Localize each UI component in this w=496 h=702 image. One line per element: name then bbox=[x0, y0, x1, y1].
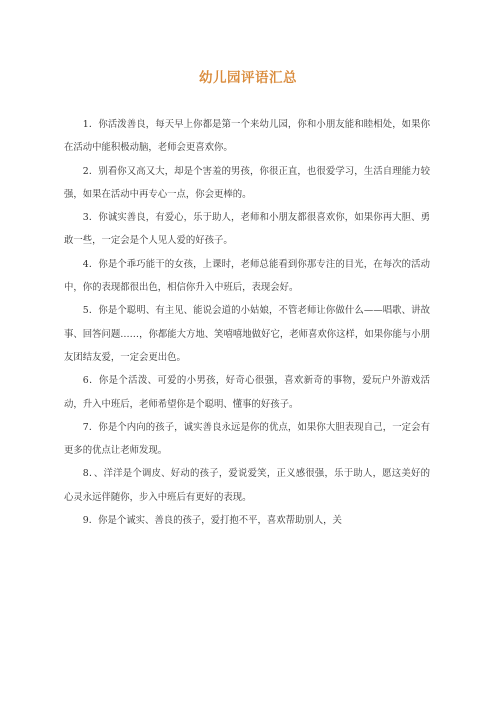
paragraph: 4．你是个乖巧能干的女孩，上课时，老师总能看到你那专注的目光，在每次的活动中，你的表现都很出色，相信你升入中班后，表现会好。 bbox=[64, 258, 430, 294]
paragraph: 7．你是个内向的孩子，诚实善良永远是你的优点，如果你大胆表现自己，一定会有更多的优点让老师发现。 bbox=[64, 421, 430, 457]
paragraph: 3．你诚实善良，有爱心，乐于助人，老师和小朋友都很喜欢你，如果你再大胆、勇敢一些，一定会是个人见人爱的好孩子。 bbox=[64, 212, 430, 247]
paragraph: 2．别看你又高又大，却是个害羞的男孩，你很正直，也很爱学习，生活自理能力较强，如果在活动中再专心一点，你会更棒的。 bbox=[64, 165, 430, 200]
paragraph: 8．、洋洋是个调皮、好动的孩子，爱说爱笑，正义感很强，乐于助人，愿这美好的心灵永远伴随你，步入中班后有更好的表现。 bbox=[64, 468, 430, 503]
document-body bbox=[64, 113, 430, 532]
paragraph: 6．你是个活泼、可爱的小男孩，好奇心很强，喜欢新奇的事物，爱玩户外游戏活动，升入中班后，老师希望你是个聪明、懂事的好孩子。 bbox=[64, 375, 430, 410]
paragraph: 1．你活泼善良，每天早上你都是第一个来幼儿园，你和小朋友能和睦相处，如果你在活动中能积极动脑，老师会更喜欢你。 bbox=[64, 119, 430, 154]
paragraph: 9．你是个诚实、善良的孩子，爱打抱不平，喜欢帮助别人，关 bbox=[82, 515, 342, 527]
paragraph: 5．你是个聪明、有主见、能说会道的小姑娘，不管老师让你做什么——唱歌、讲故事、回答问题……，你都能大方地、笑嘻嘻地做好它，老师喜欢你这样，如果你能与小朋友团结友爱，一定会更出色。 bbox=[64, 305, 430, 363]
page-title: 幼儿园评语汇总 bbox=[199, 70, 297, 86]
